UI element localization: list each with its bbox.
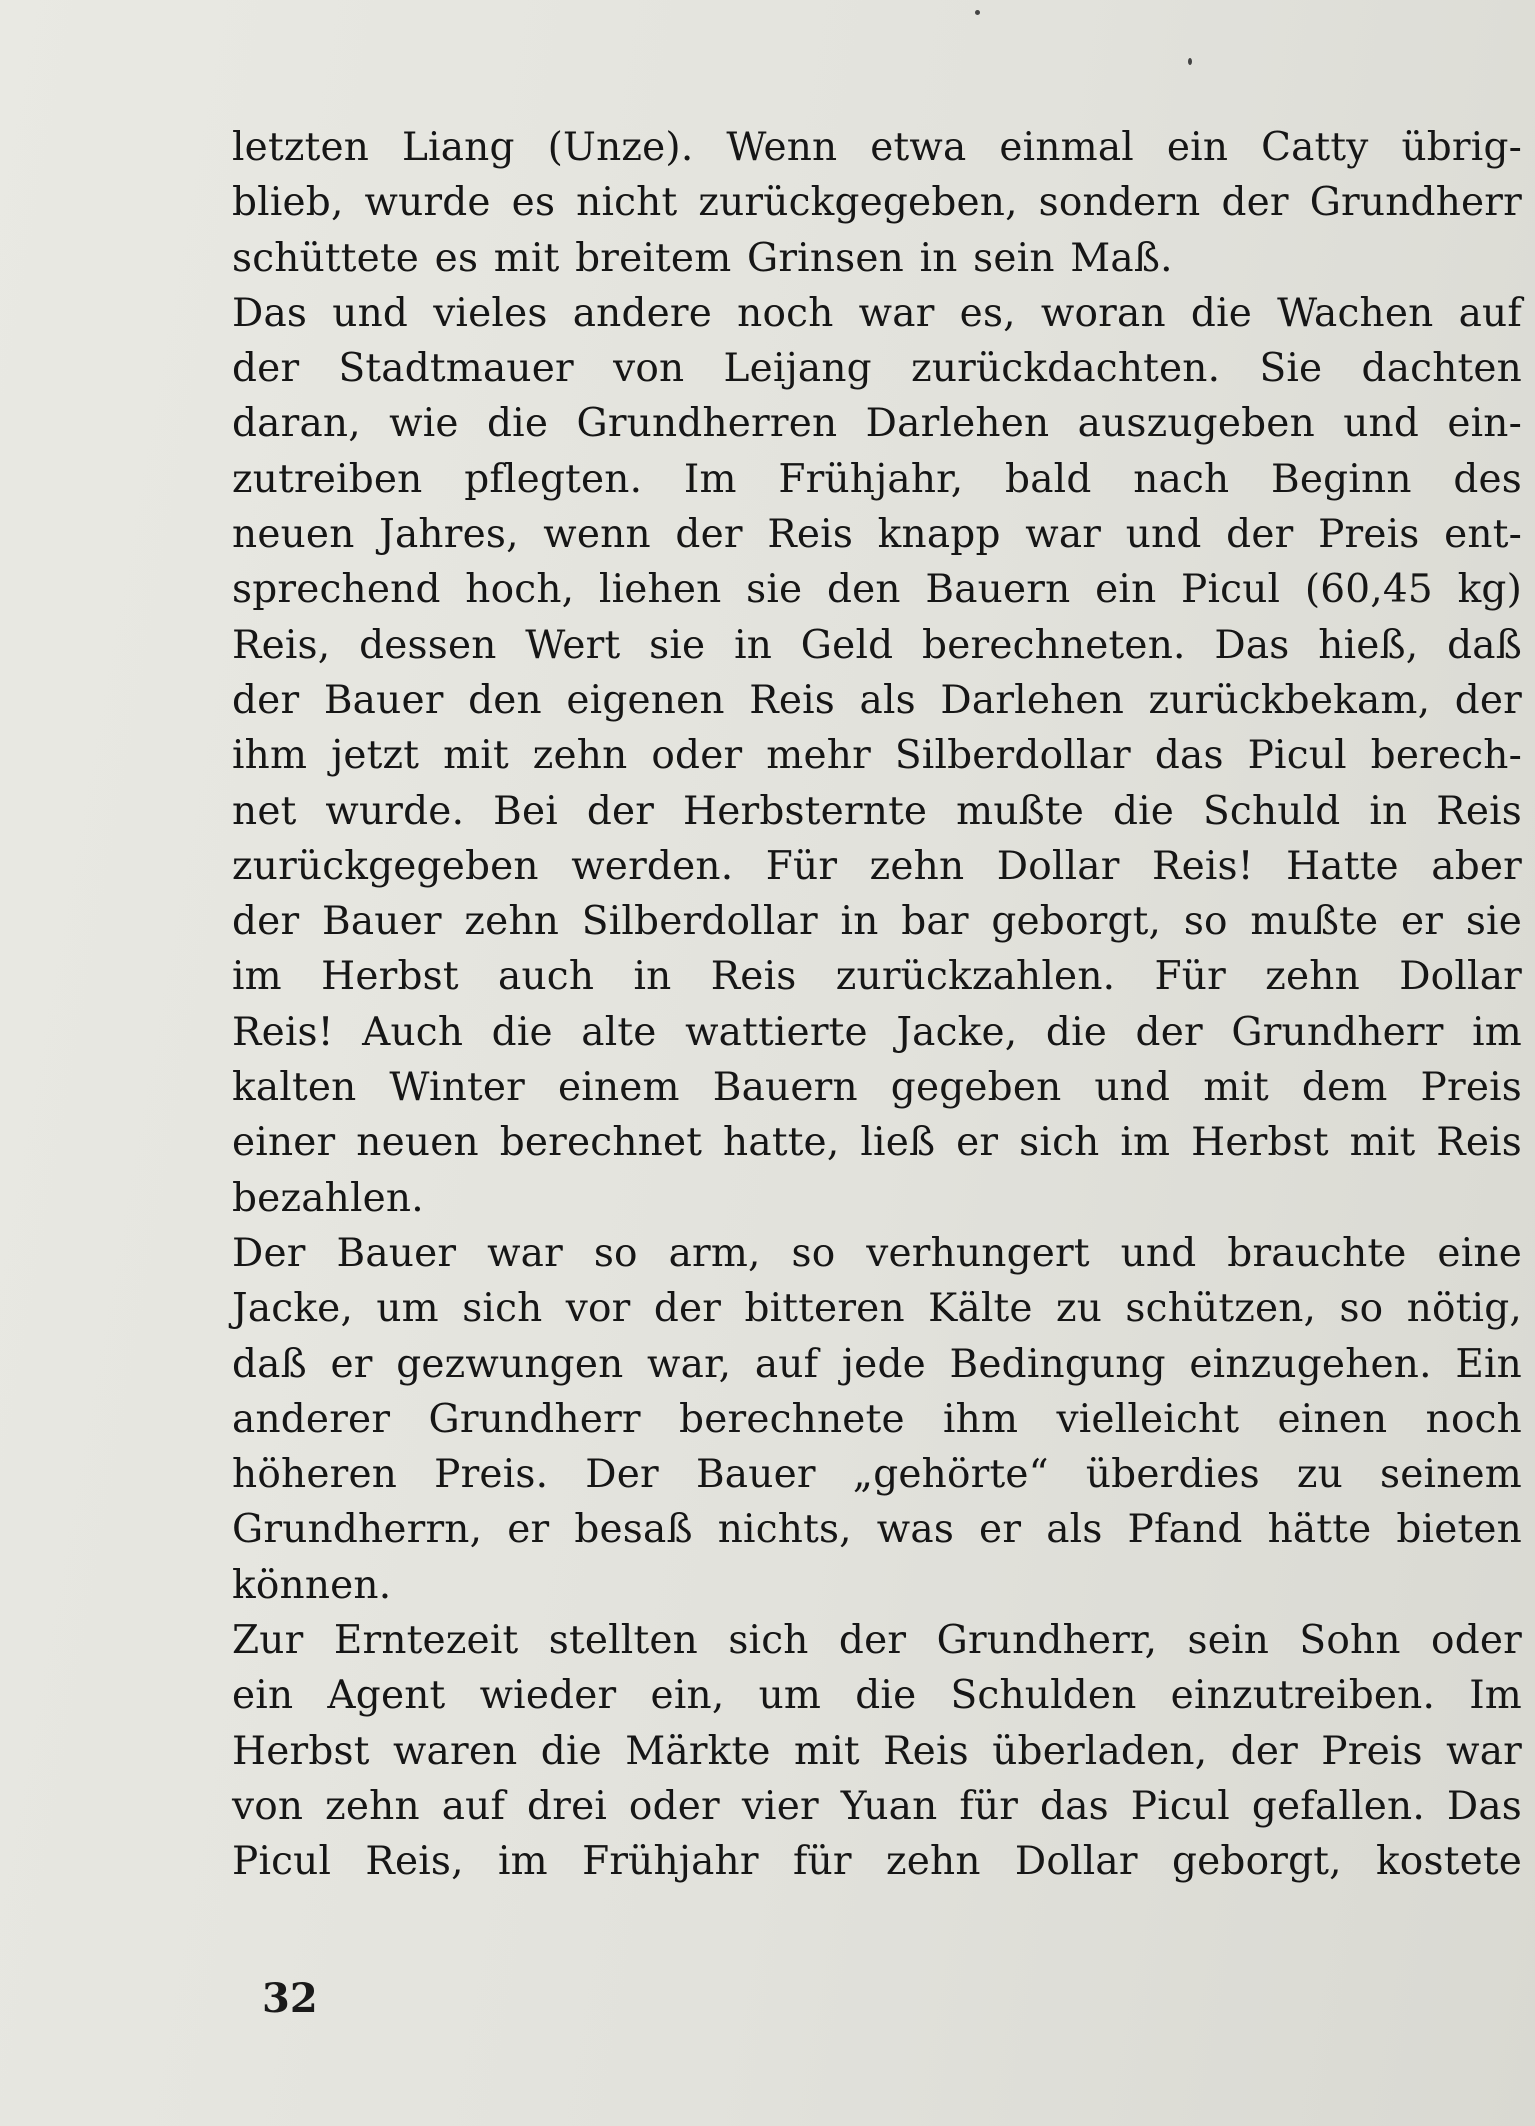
- text-line: zutreiben pflegten. Im Frühjahr, bald nach Beginn des: [232, 456, 1522, 502]
- dust-speck: [1188, 58, 1192, 65]
- body-text: [232, 120, 1522, 1890]
- text-line: Zur Erntezeit stellten sich der Grundherr, sein Sohn oder: [232, 1618, 1522, 1664]
- dust-speck: [975, 10, 980, 15]
- text-line: neuen Jahres, wenn der Reis knapp war und der Preis ent-: [232, 512, 1522, 558]
- text-line: einer neuen berechnet hatte, ließ er sich im Herbst mit Reis: [232, 1120, 1522, 1166]
- text-line: Jacke, um sich vor der bitteren Kälte zu schützen, so nötig,: [232, 1286, 1522, 1332]
- text-line: zurückgegeben werden. Für zehn Dollar Reis! Hatte aber: [232, 843, 1522, 889]
- text-line: kalten Winter einem Bauern gegeben und mit dem Preis: [232, 1065, 1522, 1111]
- text-line: Reis! Auch die alte wattierte Jacke, die der Grundherr im: [232, 1009, 1522, 1055]
- text-line: Herbst waren die Märkte mit Reis überladen, der Preis war: [232, 1728, 1522, 1774]
- text-line: Der Bauer war so arm, so verhungert und brauchte eine: [232, 1230, 1522, 1276]
- text-line: letzten Liang (Unze). Wenn etwa einmal ein Catty übrig-: [232, 125, 1522, 170]
- text-line: ihm jetzt mit zehn oder mehr Silberdollar das Picul berech-: [232, 733, 1522, 779]
- text-line: Grundherrn, er besaß nichts, was er als Pfand hätte bieten: [232, 1507, 1522, 1553]
- text-line: Picul Reis, im Frühjahr für zehn Dollar geborgt, kostete: [232, 1839, 1522, 1885]
- page-number: 32: [262, 1975, 318, 2022]
- text-line: ein Agent wieder ein, um die Schulden einzutreiben. Im: [232, 1673, 1522, 1719]
- text-line: schüttete es mit breitem Grinsen in sein Maß.: [232, 235, 1173, 281]
- text-line: höheren Preis. Der Bauer „gehörte“ überdies zu seinem: [232, 1452, 1522, 1498]
- text-line: Das und vieles andere noch war es, woran die Wachen auf: [232, 290, 1522, 336]
- text-line: Reis, dessen Wert sie in Geld berechneten. Das hieß, daß: [232, 622, 1522, 668]
- text-line: im Herbst auch in Reis zurückzahlen. Für zehn Dollar: [232, 954, 1522, 1000]
- text-line: anderer Grundherr berechnete ihm vielleicht einen noch: [232, 1396, 1522, 1442]
- text-line: der Stadtmauer von Leijang zurückdachten. Sie dachten: [232, 346, 1522, 392]
- text-line: von zehn auf drei oder vier Yuan für das Picul gefallen. Das: [232, 1783, 1522, 1829]
- text-line: bezahlen.: [232, 1175, 424, 1221]
- text-line: können.: [232, 1562, 392, 1608]
- text-line: der Bauer zehn Silberdollar in bar geborgt, so mußte er sie: [232, 899, 1522, 945]
- text-line: net wurde. Bei der Herbsternte mußte die Schuld in Reis: [232, 788, 1522, 834]
- text-line: daß er gezwungen war, auf jede Bedingung einzugehen. Ein: [232, 1341, 1522, 1387]
- text-line: blieb, wurde es nicht zurückgegeben, sondern der Grundherr: [232, 180, 1522, 226]
- text-line: daran, wie die Grundherren Darlehen auszugeben und ein-: [232, 401, 1522, 447]
- text-line: der Bauer den eigenen Reis als Darlehen zurückbekam, der: [232, 677, 1522, 723]
- text-line: sprechend hoch, liehen sie den Bauern ein Picul (60,45 kg): [232, 567, 1522, 613]
